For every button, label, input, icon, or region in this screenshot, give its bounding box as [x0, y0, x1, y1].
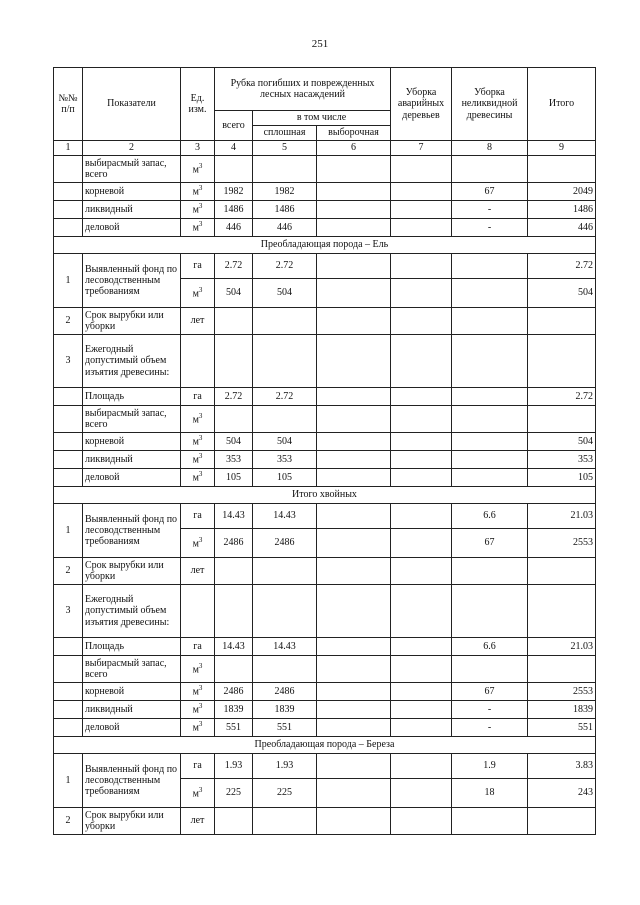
value-illiquid: 6.6 [452, 504, 528, 529]
value-total: 243 [528, 779, 596, 808]
value-clear: 14.43 [253, 638, 317, 656]
value-illiquid: 1.9 [452, 754, 528, 779]
value-total: 21.03 [528, 504, 596, 529]
header-row-1 [54, 68, 596, 111]
value-total: 3.83 [528, 754, 596, 779]
row-number: 2 [54, 558, 83, 585]
page-number: 251 [311, 38, 329, 50]
unit-m3: $м^3$ [181, 469, 215, 487]
value-illiquid: - [452, 201, 528, 219]
section-title-row [54, 487, 596, 504]
value-all: 504 [215, 279, 253, 308]
table-row [54, 504, 596, 529]
label-allowable: Ежегодный допустимый объем изъятия древесины: [83, 585, 181, 638]
table-row [54, 219, 596, 237]
value-all: 1486 [215, 201, 253, 219]
table-row [54, 433, 596, 451]
unit-m3: $м^3$ [181, 779, 215, 808]
label-fund: Выявленный фонд по лесоводственным требованиям [83, 504, 181, 558]
unit-ha: га [181, 388, 215, 406]
header-clear: сплошная [253, 126, 317, 141]
column-numbers-row [54, 141, 596, 156]
value-clear: 1839 [253, 701, 317, 719]
unit-years: лет [181, 808, 215, 835]
colnum-1: 1 [54, 141, 83, 156]
value-illiquid: 67 [452, 683, 528, 701]
unit-m3: $м^3$ [181, 719, 215, 737]
value-total: 2553 [528, 529, 596, 558]
value-total: 1486 [528, 201, 596, 219]
value-total: 1839 [528, 701, 596, 719]
value-clear: 504 [253, 433, 317, 451]
label-term: Срок вырубки или уборки [83, 558, 181, 585]
value-clear: 2486 [253, 683, 317, 701]
section-title-conifer: Итого хвойных [54, 487, 596, 504]
value-all: 2.72 [215, 254, 253, 279]
row-number: 3 [54, 335, 83, 388]
header-num: №№ п/п [54, 68, 83, 141]
value-total: 353 [528, 451, 596, 469]
colnum-4: 4 [215, 141, 253, 156]
value-all: 1839 [215, 701, 253, 719]
table-row [54, 156, 596, 183]
value-total: 2553 [528, 683, 596, 701]
header-emergency: Уборка аварийных деревьев [391, 68, 452, 141]
value-total: 551 [528, 719, 596, 737]
value-illiquid [452, 433, 528, 451]
unit-ha: га [181, 754, 215, 779]
value-clear: 1.93 [253, 754, 317, 779]
value-all: 1.93 [215, 754, 253, 779]
value-clear: 551 [253, 719, 317, 737]
table-row [54, 656, 596, 683]
table-row [54, 308, 596, 335]
value-illiquid: - [452, 701, 528, 719]
value-total: 504 [528, 279, 596, 308]
label-root: корневой [83, 433, 181, 451]
value-illiquid: 6.6 [452, 638, 528, 656]
label-fund: Выявленный фонд по лесоводственным требованиям [83, 254, 181, 308]
section-title-row [54, 237, 596, 254]
row-number: 1 [54, 754, 83, 808]
section-title-spruce: Преобладающая порода – Ель [54, 237, 596, 254]
unit-m3: $м^3$ [181, 529, 215, 558]
value-illiquid [452, 279, 528, 308]
unit-m3: $м^3$ [181, 701, 215, 719]
colnum-3: 3 [181, 141, 215, 156]
unit-m3: $м^3$ [181, 433, 215, 451]
table-row [54, 469, 596, 487]
value-all: 446 [215, 219, 253, 237]
value-total: 21.03 [528, 638, 596, 656]
row-number: 1 [54, 504, 83, 558]
value-total: 2.72 [528, 388, 596, 406]
unit-m3: $м^3$ [181, 183, 215, 201]
label-business: деловой [83, 719, 181, 737]
value-all: 14.43 [215, 638, 253, 656]
label-allowable: Ежегодный допустимый объем изъятия древесины: [83, 335, 181, 388]
section-title-row [54, 737, 596, 754]
table-row [54, 683, 596, 701]
unit-m3: $м^3$ [181, 656, 215, 683]
value-total: 2049 [528, 183, 596, 201]
value-illiquid [452, 254, 528, 279]
row-number: 1 [54, 254, 83, 308]
table-row [54, 183, 596, 201]
label-liquid: ликвидный [83, 701, 181, 719]
value-all: 14.43 [215, 504, 253, 529]
label-term: Срок вырубки или уборки [83, 808, 181, 835]
label-root: корневой [83, 683, 181, 701]
value-all: 2486 [215, 683, 253, 701]
value-clear: 2.72 [253, 254, 317, 279]
value-total: 2.72 [528, 254, 596, 279]
label-stock-total: выбирасмый запас, всего [83, 156, 181, 183]
value-illiquid [452, 388, 528, 406]
label-stock-total: выбирасмый запас, всего [83, 656, 181, 683]
section-title-birch: Преобладающая порода – Береза [54, 737, 596, 754]
label-area: Площадь [83, 638, 181, 656]
unit-m3: $м^3$ [181, 156, 215, 183]
header-total-all: всего [215, 111, 253, 141]
colnum-2: 2 [83, 141, 181, 156]
value-total: 105 [528, 469, 596, 487]
row-number: 3 [54, 585, 83, 638]
unit-years: лет [181, 558, 215, 585]
header-unit: Ед. изм. [181, 68, 215, 141]
colnum-6: 6 [317, 141, 391, 156]
row-number: 2 [54, 808, 83, 835]
value-clear: 2.72 [253, 388, 317, 406]
table-row [54, 254, 596, 279]
value-illiquid [452, 451, 528, 469]
unit-m3: $м^3$ [181, 201, 215, 219]
value-clear: 504 [253, 279, 317, 308]
table-row [54, 754, 596, 779]
label-fund: Выявленный фонд по лесоводственным требованиям [83, 754, 181, 808]
table-row [54, 335, 596, 388]
colnum-7: 7 [391, 141, 452, 156]
value-illiquid: 67 [452, 183, 528, 201]
table-row [54, 201, 596, 219]
value-illiquid: - [452, 719, 528, 737]
value-total: 446 [528, 219, 596, 237]
label-business: деловой [83, 469, 181, 487]
unit-ha: га [181, 638, 215, 656]
value-clear: 2486 [253, 529, 317, 558]
colnum-9: 9 [528, 141, 596, 156]
value-all: 225 [215, 779, 253, 808]
unit-m3: $м^3$ [181, 451, 215, 469]
unit-ha: га [181, 504, 215, 529]
unit-ha: га [181, 254, 215, 279]
value-all: 551 [215, 719, 253, 737]
row-number: 2 [54, 308, 83, 335]
value-all: 1982 [215, 183, 253, 201]
value-illiquid: - [452, 219, 528, 237]
label-term: Срок вырубки или уборки [83, 308, 181, 335]
label-business: деловой [83, 219, 181, 237]
value-clear: 446 [253, 219, 317, 237]
value-total: 504 [528, 433, 596, 451]
header-illiquid: Уборка неликвидной древесины [452, 68, 528, 141]
table-row [54, 558, 596, 585]
unit-years: лет [181, 308, 215, 335]
unit-m3: $м^3$ [181, 683, 215, 701]
table-row [54, 638, 596, 656]
label-liquid: ликвидный [83, 451, 181, 469]
value-clear: 1982 [253, 183, 317, 201]
header-including: в том числе [253, 111, 391, 126]
table-row [54, 451, 596, 469]
header-total: Итого [528, 68, 596, 141]
table-row [54, 701, 596, 719]
table-row [54, 808, 596, 835]
header-cutting: Рубка погибших и поврежденных лесных насаждений [215, 68, 391, 111]
table-row [54, 585, 596, 638]
value-all: 2486 [215, 529, 253, 558]
unit-m3: $м^3$ [181, 279, 215, 308]
value-clear: 1486 [253, 201, 317, 219]
unit-m3: $м^3$ [181, 406, 215, 433]
value-all: 504 [215, 433, 253, 451]
value-all: 2.72 [215, 388, 253, 406]
value-illiquid: 18 [452, 779, 528, 808]
table-row [54, 719, 596, 737]
table-row [54, 388, 596, 406]
header-selective: выборочная [317, 126, 391, 141]
label-liquid: ликвидный [83, 201, 181, 219]
value-illiquid: 67 [452, 529, 528, 558]
table-row [54, 406, 596, 433]
label-area: Площадь [83, 388, 181, 406]
label-root: корневой [83, 183, 181, 201]
value-all: 353 [215, 451, 253, 469]
value-illiquid [452, 469, 528, 487]
value-all: 105 [215, 469, 253, 487]
colnum-5: 5 [253, 141, 317, 156]
colnum-8: 8 [452, 141, 528, 156]
unit-m3: $м^3$ [181, 219, 215, 237]
header-indicators: Показатели [83, 68, 181, 141]
value-clear: 105 [253, 469, 317, 487]
value-clear: 353 [253, 451, 317, 469]
forest-cutting-table [53, 67, 596, 835]
value-clear: 225 [253, 779, 317, 808]
value-clear: 14.43 [253, 504, 317, 529]
label-stock-total: выбирасмый запас, всего [83, 406, 181, 433]
